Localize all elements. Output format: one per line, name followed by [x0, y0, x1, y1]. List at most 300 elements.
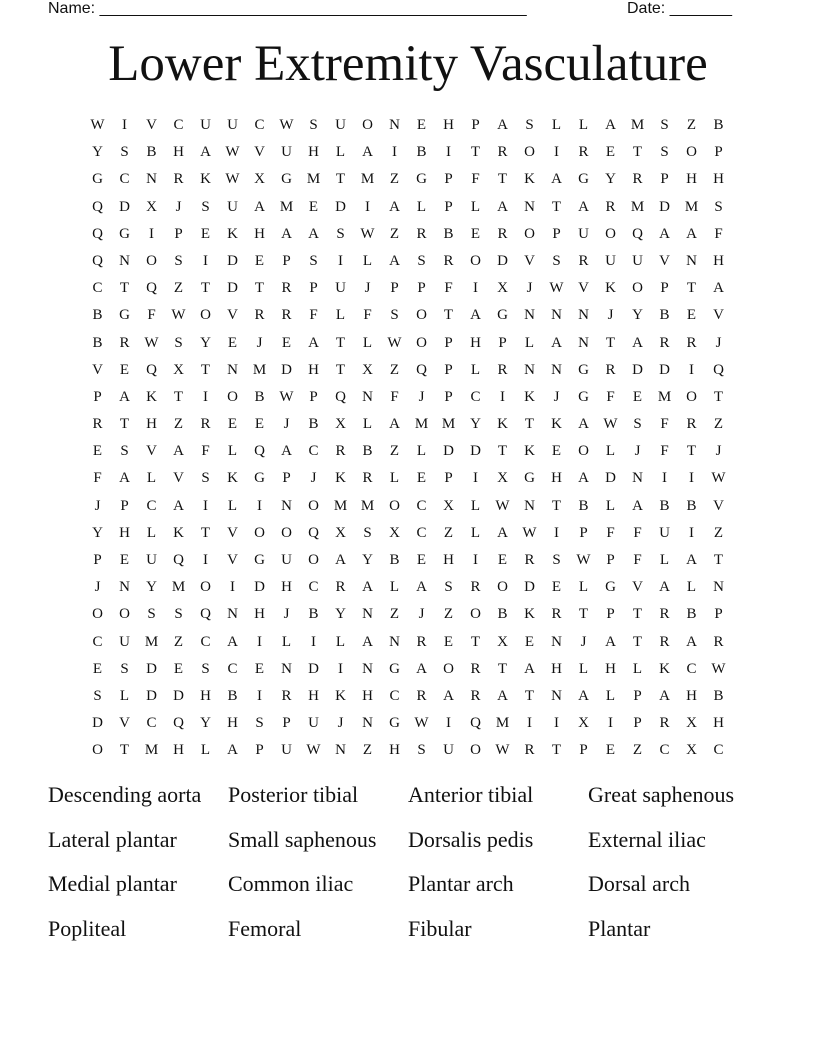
grid-cell: R: [281, 307, 292, 324]
grid-cell: A: [524, 660, 535, 677]
word-bank-item: Lateral plantar: [48, 826, 177, 852]
grid-cell: X: [497, 280, 508, 297]
grid-cell: R: [335, 579, 346, 596]
grid-cell: H: [173, 144, 184, 161]
grid-cell: S: [201, 198, 210, 215]
grid-cell: R: [416, 633, 427, 650]
grid-cell: M: [360, 171, 375, 188]
grid-cell: E: [686, 307, 697, 324]
grid-cell: N: [524, 307, 535, 324]
grid-cell: B: [389, 552, 400, 568]
grid-cell: R: [686, 416, 697, 433]
grid-cell: F: [444, 280, 453, 297]
grid-cell: B: [146, 144, 157, 161]
grid-cell: I: [446, 715, 451, 732]
grid-cell: T: [470, 144, 481, 161]
grid-cell: T: [605, 334, 616, 351]
grid-cell: S: [444, 579, 453, 596]
grid-cell: Y: [335, 606, 346, 623]
grid-cell: C: [308, 443, 319, 460]
grid-cell: D: [659, 361, 670, 378]
grid-row: [84, 248, 732, 275]
grid-cell: I: [257, 633, 262, 650]
grid-cell: O: [200, 579, 211, 596]
grid-cell: N: [362, 388, 373, 405]
grid-cell: W: [144, 334, 159, 351]
grid-cell: T: [497, 171, 508, 188]
grid-cell: B: [713, 687, 724, 704]
grid-cell: E: [551, 579, 562, 596]
grid-cell: N: [119, 579, 130, 596]
grid-cell: R: [254, 307, 265, 324]
grid-cell: G: [254, 552, 265, 568]
grid-cell: P: [633, 715, 642, 732]
grid-cell: T: [713, 388, 724, 405]
grid-cell: F: [471, 171, 480, 188]
grid-cell: F: [201, 443, 210, 460]
grid-cell: P: [552, 225, 561, 242]
grid-cell: J: [634, 443, 641, 460]
grid-cell: Q: [173, 715, 184, 732]
grid-cell: M: [252, 361, 267, 378]
grid-cell: E: [92, 443, 103, 460]
grid-cell: K: [335, 470, 346, 487]
grid-cell: O: [470, 606, 481, 623]
grid-cell: N: [389, 633, 400, 650]
grid-cell: T: [551, 497, 562, 514]
grid-cell: X: [173, 361, 184, 378]
grid-cell: R: [470, 579, 481, 596]
grid-cell: A: [362, 579, 373, 596]
grid-cell: N: [146, 171, 157, 188]
grid-cell: W: [576, 552, 591, 568]
grid-cell: B: [254, 388, 265, 405]
grid-cell: V: [524, 252, 535, 269]
grid-cell: Q: [200, 606, 211, 623]
grid-cell: C: [389, 687, 400, 704]
grid-cell: Q: [335, 388, 346, 405]
grid-cell: U: [281, 552, 292, 568]
grid-cell: T: [686, 280, 697, 297]
grid-cell: J: [256, 334, 263, 351]
grid-cell: T: [335, 361, 346, 378]
grid-cell: R: [497, 225, 508, 242]
grid-cell: M: [495, 715, 510, 732]
grid-cell: I: [689, 470, 694, 487]
grid-cell: H: [146, 416, 157, 433]
grid-cell: R: [659, 633, 670, 650]
grid-cell: S: [309, 252, 318, 269]
grid-cell: V: [578, 280, 589, 297]
grid-cell: S: [120, 660, 129, 677]
grid-cell: R: [362, 470, 373, 487]
grid-cell: P: [93, 388, 102, 405]
grid-cell: E: [416, 552, 427, 568]
grid-cell: K: [227, 225, 238, 242]
grid-cell: C: [713, 742, 724, 759]
grid-cell: Z: [443, 524, 454, 541]
grid-cell: R: [605, 198, 616, 215]
grid-cell: L: [659, 552, 670, 568]
grid-cell: T: [200, 361, 211, 378]
grid-cell: D: [632, 361, 643, 378]
grid-cell: U: [335, 117, 346, 133]
grid-cell: R: [281, 687, 292, 704]
grid-cell: I: [203, 552, 208, 568]
grid-cell: A: [497, 117, 508, 133]
grid-cell: L: [362, 416, 373, 433]
grid-cell: Y: [92, 144, 103, 161]
grid-cell: O: [443, 660, 454, 677]
grid-cell: A: [281, 225, 292, 242]
grid-cell: S: [201, 470, 210, 487]
grid-cell: A: [551, 171, 562, 188]
grid-cell: J: [418, 388, 425, 405]
grid-cell: V: [119, 715, 130, 732]
grid-cell: J: [607, 307, 614, 324]
grid-cell: E: [227, 334, 238, 351]
grid-cell: M: [144, 633, 159, 650]
grid-cell: R: [92, 416, 103, 433]
grid-cell: N: [632, 470, 643, 487]
grid-cell: Q: [173, 552, 184, 568]
grid-cell: E: [416, 470, 427, 487]
grid-cell: R: [686, 334, 697, 351]
grid-cell: L: [227, 443, 238, 460]
word-bank-item: Femoral: [228, 915, 302, 941]
grid-cell: U: [281, 144, 292, 161]
grid-cell: R: [497, 144, 508, 161]
grid-cell: M: [306, 171, 321, 188]
grid-cell: D: [227, 280, 238, 297]
grid-cell: S: [201, 660, 210, 677]
grid-cell: U: [281, 742, 292, 759]
grid-cell: F: [714, 225, 723, 242]
grid-cell: D: [281, 361, 292, 378]
grid-cell: S: [417, 742, 426, 759]
grid-cell: B: [92, 334, 103, 351]
grid-cell: A: [308, 334, 319, 351]
grid-cell: R: [659, 606, 670, 623]
grid-cell: T: [119, 742, 130, 759]
grid-row: [84, 438, 732, 465]
name-field-label: Name: ________________________________________________: [48, 0, 527, 17]
grid-cell: H: [389, 742, 400, 759]
grid-cell: A: [686, 633, 697, 650]
grid-cell: L: [146, 470, 157, 487]
grid-cell: X: [362, 361, 373, 378]
grid-cell: O: [227, 388, 238, 405]
grid-cell: I: [149, 225, 154, 242]
grid-cell: F: [633, 552, 642, 568]
grid-cell: Z: [632, 742, 643, 759]
word-bank-item: Medial plantar: [48, 871, 177, 896]
grid-cell: O: [632, 280, 643, 297]
grid-cell: B: [308, 606, 319, 623]
grid-cell: R: [605, 361, 616, 378]
grid-cell: R: [119, 334, 130, 351]
grid-row: [84, 302, 732, 329]
grid-cell: E: [416, 117, 427, 133]
grid-cell: R: [416, 225, 427, 242]
grid-cell: R: [200, 416, 211, 433]
grid-cell: T: [119, 416, 130, 433]
grid-cell: A: [578, 198, 589, 215]
grid-row: [84, 520, 732, 547]
grid-cell: R: [281, 280, 292, 297]
grid-cell: T: [632, 144, 643, 161]
grid-cell: A: [659, 687, 670, 704]
grid-cell: W: [279, 388, 294, 405]
grid-cell: G: [119, 307, 130, 324]
grid-cell: Q: [416, 361, 427, 378]
grid-cell: V: [227, 552, 238, 568]
grid-cell: A: [632, 334, 643, 351]
grid-cell: N: [281, 497, 292, 514]
grid-cell: P: [444, 470, 453, 487]
grid-cell: J: [283, 416, 290, 433]
grid-cell: H: [173, 742, 184, 759]
grid-cell: C: [686, 660, 697, 677]
grid-cell: L: [281, 633, 292, 650]
grid-cell: Y: [146, 579, 157, 596]
grid-cell: U: [605, 252, 616, 269]
grid-cell: A: [578, 470, 589, 487]
grid-cell: P: [282, 715, 291, 732]
grid-cell: D: [659, 198, 670, 215]
grid-cell: R: [713, 633, 724, 650]
grid-cell: I: [554, 524, 559, 541]
grid-cell: J: [580, 633, 587, 650]
grid-cell: R: [173, 171, 184, 188]
grid-cell: J: [364, 280, 371, 297]
grid-cell: N: [524, 497, 535, 514]
grid-cell: N: [524, 361, 535, 378]
grid-cell: I: [608, 715, 613, 732]
grid-cell: E: [173, 660, 184, 677]
grid-cell: S: [525, 117, 534, 133]
grid-cell: J: [553, 388, 560, 405]
grid-cell: W: [711, 470, 726, 487]
grid-cell: M: [144, 742, 159, 759]
grid-cell: R: [470, 660, 481, 677]
grid-row: [84, 574, 732, 601]
grid-cell: B: [362, 443, 373, 460]
grid-cell: Y: [362, 552, 373, 568]
grid-cell: D: [335, 198, 346, 215]
grid-cell: H: [254, 606, 265, 623]
grid-cell: H: [686, 687, 697, 704]
grid-cell: I: [473, 470, 478, 487]
grid-cell: H: [308, 361, 319, 378]
grid-cell: P: [471, 117, 480, 133]
grid-cell: O: [416, 307, 427, 324]
grid-cell: H: [227, 715, 238, 732]
grid-cell: X: [497, 633, 508, 650]
grid-cell: W: [387, 334, 402, 351]
grid-cell: L: [389, 470, 400, 487]
grid-row: [84, 547, 732, 574]
grid-cell: Q: [92, 198, 103, 215]
grid-cell: C: [92, 280, 103, 297]
grid-cell: U: [146, 552, 157, 568]
grid-cell: W: [603, 416, 618, 433]
grid-cell: N: [227, 606, 238, 623]
grid-cell: I: [311, 633, 316, 650]
grid-cell: X: [578, 715, 589, 732]
word-bank-item: Popliteal: [48, 915, 127, 941]
grid-cell: O: [308, 497, 319, 514]
grid-cell: Q: [470, 715, 481, 732]
grid-cell: E: [254, 252, 265, 269]
grid-cell: L: [578, 117, 589, 133]
grid-cell: B: [443, 225, 454, 242]
grid-cell: N: [524, 198, 535, 215]
grid-cell: S: [417, 252, 426, 269]
grid-cell: A: [362, 633, 373, 650]
grid-cell: S: [174, 252, 183, 269]
grid-cell: I: [473, 280, 478, 297]
grid-cell: I: [257, 497, 262, 514]
grid-cell: M: [171, 579, 186, 596]
grid-cell: T: [551, 198, 562, 215]
grid-cell: T: [524, 416, 535, 433]
grid-cell: B: [659, 307, 670, 324]
grid-cell: P: [579, 742, 588, 759]
grid-cell: Z: [389, 443, 400, 460]
grid-cell: S: [120, 144, 129, 161]
grid-cell: W: [522, 524, 537, 541]
grid-row: [84, 737, 732, 764]
grid-cell: L: [470, 524, 481, 541]
grid-cell: L: [119, 687, 130, 704]
grid-cell: L: [578, 579, 589, 596]
grid-cell: Y: [605, 171, 616, 188]
grid-cell: I: [122, 117, 127, 133]
grid-cell: P: [120, 497, 129, 514]
grid-cell: I: [527, 715, 532, 732]
grid-cell: N: [119, 252, 130, 269]
grid-cell: O: [497, 579, 508, 596]
grid-cell: K: [173, 524, 184, 541]
grid-cell: E: [443, 633, 454, 650]
grid-cell: V: [713, 497, 724, 514]
grid-cell: G: [578, 171, 589, 188]
grid-cell: Z: [389, 225, 400, 242]
grid-cell: N: [551, 361, 562, 378]
grid-cell: X: [335, 524, 346, 541]
grid-cell: A: [578, 687, 589, 704]
grid-cell: L: [362, 252, 373, 269]
grid-cell: B: [659, 497, 670, 514]
grid-row: [84, 601, 732, 628]
grid-row: [84, 493, 732, 520]
grid-cell: A: [119, 388, 130, 405]
grid-cell: A: [281, 443, 292, 460]
grid-cell: L: [578, 660, 589, 677]
grid-cell: S: [552, 552, 561, 568]
grid-cell: R: [497, 361, 508, 378]
grid-cell: B: [686, 497, 697, 514]
grid-cell: L: [605, 497, 616, 514]
grid-cell: X: [686, 715, 697, 732]
grid-cell: L: [227, 497, 238, 514]
grid-cell: J: [526, 280, 533, 297]
grid-cell: R: [578, 252, 589, 269]
grid-cell: E: [605, 742, 616, 759]
grid-cell: O: [389, 497, 400, 514]
grid-cell: L: [632, 660, 643, 677]
grid-cell: U: [578, 225, 589, 242]
grid-cell: P: [606, 606, 615, 623]
grid-cell: L: [362, 334, 373, 351]
grid-cell: L: [389, 579, 400, 596]
grid-cell: E: [281, 334, 292, 351]
grid-cell: R: [659, 715, 670, 732]
grid-cell: I: [689, 361, 694, 378]
grid-cell: O: [146, 252, 157, 269]
grid-cell: X: [443, 497, 454, 514]
grid-cell: I: [392, 144, 397, 161]
grid-cell: Z: [713, 524, 724, 541]
grid-cell: N: [362, 660, 373, 677]
grid-cell: S: [174, 334, 183, 351]
grid-cell: J: [94, 579, 101, 596]
grid-cell: T: [254, 280, 265, 297]
grid-cell: R: [632, 171, 643, 188]
grid-cell: O: [416, 334, 427, 351]
grid-cell: Y: [200, 334, 211, 351]
grid-cell: T: [713, 552, 724, 568]
grid-cell: D: [605, 470, 616, 487]
grid-cell: N: [551, 687, 562, 704]
grid-cell: E: [254, 660, 265, 677]
grid-cell: D: [524, 579, 535, 596]
grid-cell: K: [497, 416, 508, 433]
grid-cell: O: [308, 552, 319, 568]
grid-cell: Z: [173, 280, 184, 297]
name-date-line: [48, 0, 748, 20]
grid-cell: W: [549, 280, 564, 297]
grid-cell: D: [254, 579, 265, 596]
grid-cell: E: [227, 416, 238, 433]
grid-cell: S: [552, 252, 561, 269]
grid-cell: T: [470, 633, 481, 650]
grid-cell: I: [203, 388, 208, 405]
grid-cell: E: [497, 552, 508, 568]
grid-cell: A: [362, 144, 373, 161]
grid-cell: L: [200, 742, 211, 759]
grid-cell: P: [444, 388, 453, 405]
grid-cell: O: [470, 252, 481, 269]
grid-cell: T: [443, 307, 454, 324]
grid-cell: T: [632, 633, 643, 650]
grid-cell: J: [283, 606, 290, 623]
grid-cell: T: [686, 443, 697, 460]
grid-cell: E: [254, 416, 265, 433]
grid-cell: S: [336, 225, 345, 242]
grid-cell: K: [551, 416, 562, 433]
grid-cell: V: [146, 443, 157, 460]
grid-cell: J: [310, 470, 317, 487]
grid-cell: K: [200, 171, 211, 188]
grid-cell: T: [497, 660, 508, 677]
grid-row: [84, 275, 732, 302]
grid-cell: N: [362, 715, 373, 732]
grid-cell: P: [444, 361, 453, 378]
grid-cell: N: [578, 334, 589, 351]
grid-cell: A: [497, 198, 508, 215]
